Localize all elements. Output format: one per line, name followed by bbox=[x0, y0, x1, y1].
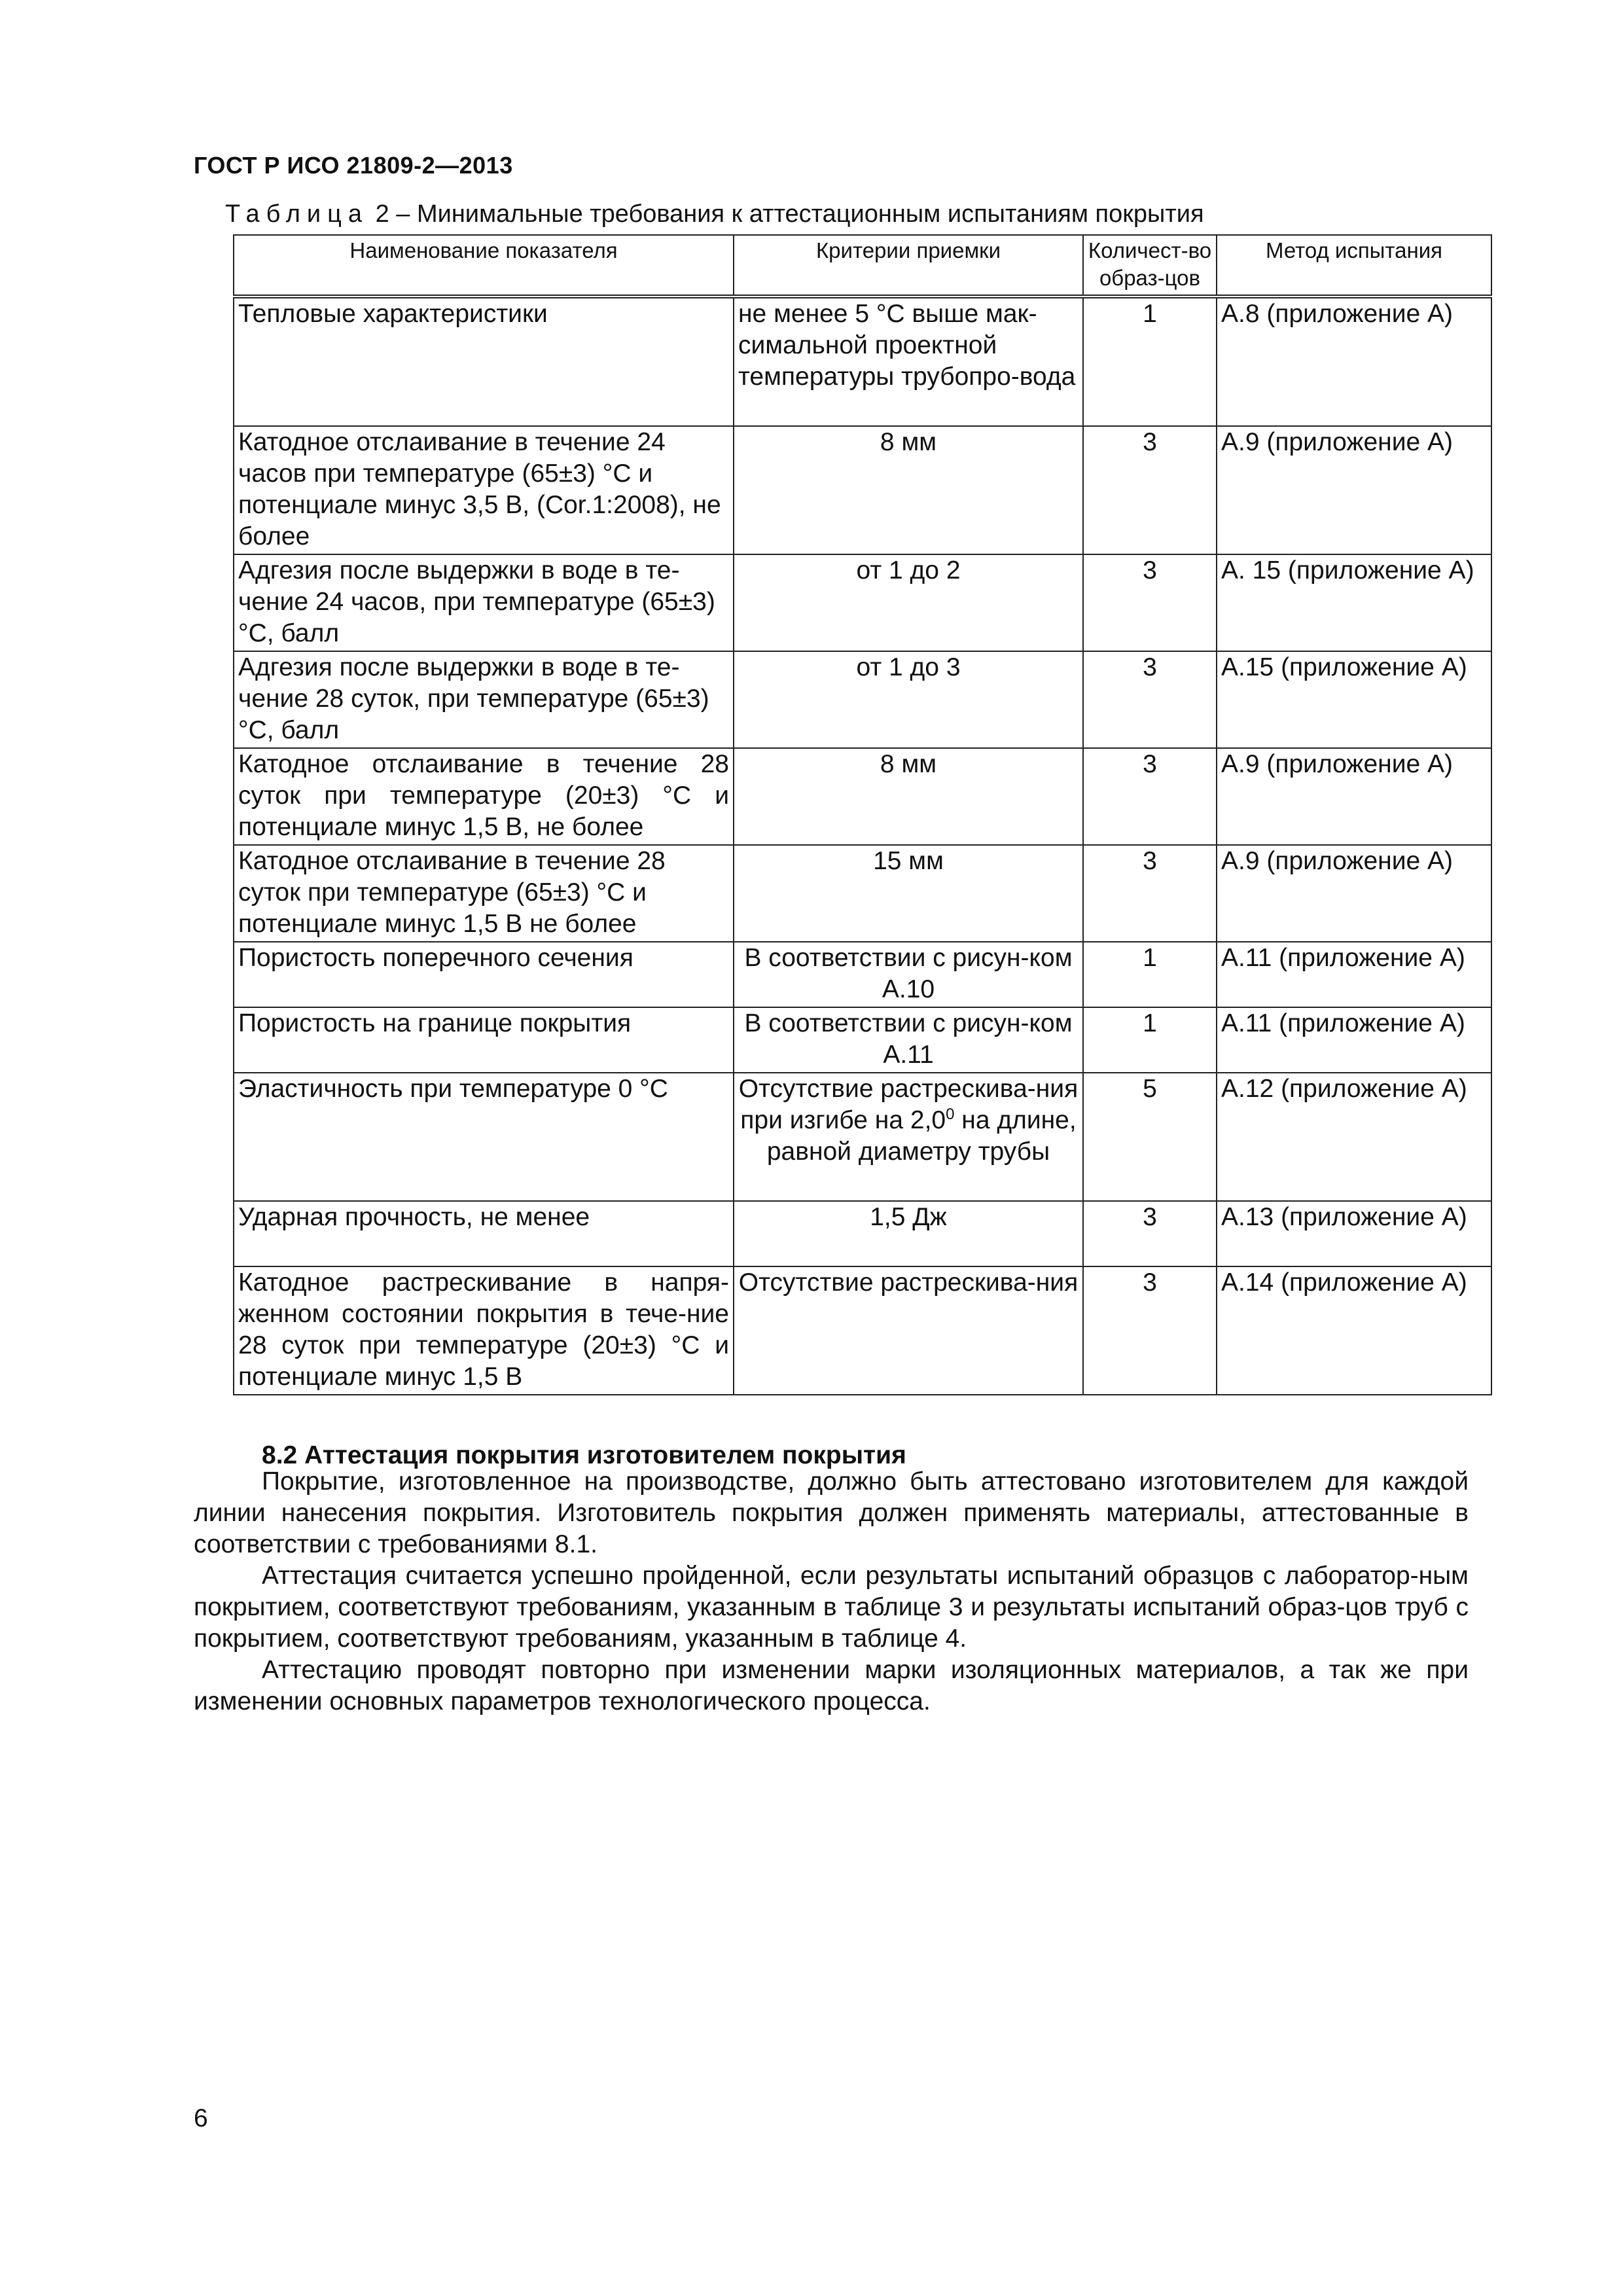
row-criteria: 15 мм bbox=[734, 845, 1083, 942]
row-name: Катодное отслаивание в течение 28 суток при температуре (20±3) °С и потенциале минус 1,5 В, не более bbox=[234, 748, 734, 845]
header-quantity: Количест-во образ-цов bbox=[1083, 235, 1217, 296]
page-number: 6 bbox=[194, 2104, 208, 2132]
row-method: А. 15 (приложение А) bbox=[1217, 554, 1491, 651]
row-criteria: от 1 до 3 bbox=[734, 651, 1083, 748]
row-name: Адгезия после выдержки в воде в те-чение 28 суток, при температуре (65±3)°С, балл bbox=[234, 651, 734, 748]
row-method: А.9 (приложение А) bbox=[1217, 748, 1491, 845]
table-row bbox=[234, 296, 1491, 426]
section-title: 8.2 Аттестация покрытия изготовителем покрытия bbox=[262, 1441, 906, 1469]
table-row bbox=[234, 1201, 1491, 1266]
row-method: А.9 (приложение А) bbox=[1217, 426, 1491, 554]
row-quantity: 3 bbox=[1083, 1201, 1217, 1266]
row-method: А.11 (приложение А) bbox=[1217, 1007, 1491, 1073]
table-header-row bbox=[234, 235, 1491, 296]
criteria-text-before: Отсутствие растрескива-ния при изгибе на 2,0 bbox=[738, 1075, 1079, 1134]
row-criteria: 8 мм bbox=[734, 748, 1083, 845]
row-quantity: 3 bbox=[1083, 426, 1217, 554]
row-quantity: 1 bbox=[1083, 942, 1217, 1007]
header-criteria: Критерии приемки bbox=[734, 235, 1083, 296]
table-row bbox=[234, 845, 1491, 942]
row-name: Пористость на границе покрытия bbox=[234, 1007, 734, 1073]
row-method: А.15 (приложение А) bbox=[1217, 651, 1491, 748]
row-criteria: Отсутствие растрескива-ния bbox=[734, 1266, 1083, 1395]
row-method: А.11 (приложение А) bbox=[1217, 942, 1491, 1007]
row-quantity: 5 bbox=[1083, 1073, 1217, 1201]
row-criteria: В соответствии с рисун-ком А.10 bbox=[734, 942, 1083, 1007]
table-caption bbox=[225, 200, 1204, 228]
table-row bbox=[234, 748, 1491, 845]
row-criteria: не менее 5 °С выше мак-симальной проектной температуры трубопро-вода bbox=[734, 296, 1083, 426]
table-row bbox=[234, 1007, 1491, 1073]
row-quantity: 3 bbox=[1083, 1266, 1217, 1395]
table-caption-text: 2 – Минимальные требования к аттестационным испытаниям покрытия bbox=[375, 200, 1204, 228]
row-quantity: 1 bbox=[1083, 296, 1217, 426]
table-row bbox=[234, 426, 1491, 554]
paragraph: Аттестацию проводят повторно при изменении марки изоляционных материалов, а так же при изменении основных параметров технологического процесса. bbox=[194, 1656, 1469, 1715]
row-name: Пористость поперечного сечения bbox=[234, 942, 734, 1007]
table-row bbox=[234, 942, 1491, 1007]
table-caption-word: Таблица bbox=[225, 200, 368, 228]
row-quantity: 3 bbox=[1083, 651, 1217, 748]
table-row bbox=[234, 1073, 1491, 1201]
row-method: А.9 (приложение А) bbox=[1217, 845, 1491, 942]
header-method: Метод испытания bbox=[1217, 235, 1491, 296]
row-criteria: 1,5 Дж bbox=[734, 1201, 1083, 1266]
row-name: Тепловые характеристики bbox=[234, 296, 734, 426]
row-method: А.8 (приложение А) bbox=[1217, 296, 1491, 426]
paragraph: Аттестация считается успешно пройденной, если результаты испытаний образцов с лаборатор-ным покрытием, соответствуют требованиям, указанным в таблице 3 и результаты испытаний образ-цов труб с покрытием, соответствуют требованиям, указанным в таблице 4. bbox=[194, 1562, 1469, 1653]
table-row bbox=[234, 651, 1491, 748]
degree-superscript: 0 bbox=[946, 1105, 955, 1123]
row-criteria bbox=[734, 1073, 1083, 1201]
row-criteria: В соответствии с рисун-ком А.11 bbox=[734, 1007, 1083, 1073]
row-quantity: 3 bbox=[1083, 845, 1217, 942]
table-row bbox=[234, 1266, 1491, 1395]
row-name: Катодное растрескивание в напря-женном состоянии покрытия в тече-ние 28 суток при температуре (20±3) °С и потенциале минус 1,5 В bbox=[234, 1266, 734, 1395]
header-name: Наименование показателя bbox=[234, 235, 734, 296]
row-method: А.13 (приложение А) bbox=[1217, 1201, 1491, 1266]
row-name: Катодное отслаивание в течение 24 часов при температуре (65±3) °С и потенциале минус 3,5 В, (Cor.1:2008), не более bbox=[234, 426, 734, 554]
table-row bbox=[234, 554, 1491, 651]
row-method: А.12 (приложение А) bbox=[1217, 1073, 1491, 1201]
row-name: Адгезия после выдержки в воде в те-чение 24 часов, при температуре (65±3) °С, балл bbox=[234, 554, 734, 651]
row-criteria: от 1 до 2 bbox=[734, 554, 1083, 651]
row-method: А.14 (приложение А) bbox=[1217, 1266, 1491, 1395]
requirements-table bbox=[233, 234, 1492, 1395]
document-header: ГОСТ Р ИСО 21809-2—2013 bbox=[194, 152, 513, 179]
row-quantity: 3 bbox=[1083, 748, 1217, 845]
paragraph: Покрытие, изготовленное на производстве, должно быть аттестовано изготовителем для каждой линии нанесения покрытия. Изготовитель покрытия должен применять материалы, аттестованные в соответствии с требованиями 8.1. bbox=[194, 1467, 1469, 1558]
row-name: Ударная прочность, не менее bbox=[234, 1201, 734, 1266]
row-name: Эластичность при температуре 0 °С bbox=[234, 1073, 734, 1201]
criteria-text-after: на длине, равной диаметру трубы bbox=[766, 1106, 1077, 1166]
row-quantity: 1 bbox=[1083, 1007, 1217, 1073]
row-criteria: 8 мм bbox=[734, 426, 1083, 554]
row-quantity: 3 bbox=[1083, 554, 1217, 651]
row-name: Катодное отслаивание в течение 28 суток при температуре (65±3) °С и потенциале минус 1,5 В не более bbox=[234, 845, 734, 942]
